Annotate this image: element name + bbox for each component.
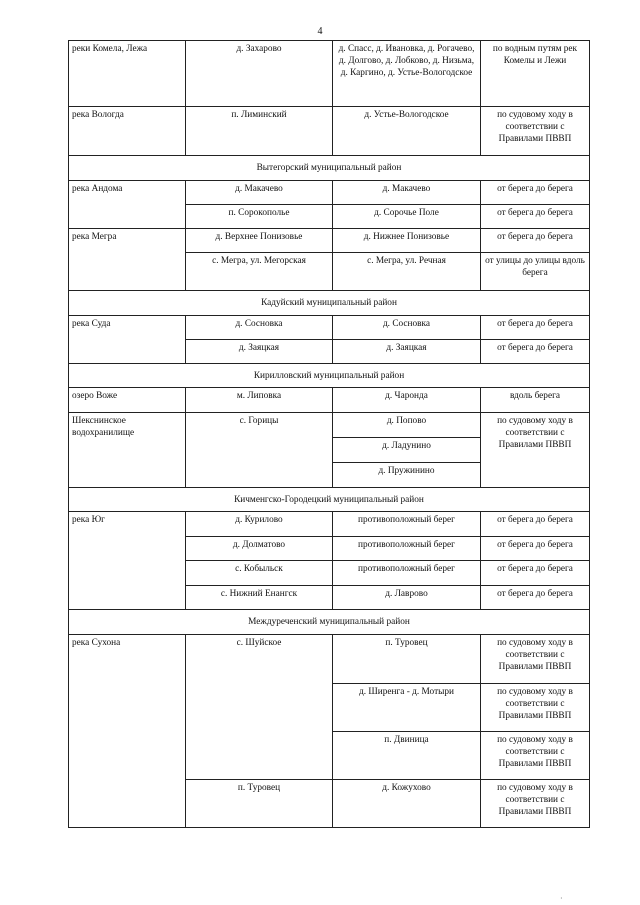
to-point-cell: д. Кожухово	[333, 780, 481, 828]
water-body-cell: река Суда	[69, 316, 186, 364]
to-point-cell: д. Попово	[333, 413, 481, 438]
to-point-cell: с. Мегра, ул. Речная	[333, 253, 481, 291]
route-cell: по судовому ходу в соответствии с Правилами ПВВП	[481, 635, 590, 684]
from-point-cell: д. Долматово	[186, 537, 333, 561]
route-cell: от берега до берега	[481, 316, 590, 340]
from-point-cell: п. Сорокополье	[186, 205, 333, 229]
route-cell: от берега до берега	[481, 512, 590, 537]
to-point-cell: д. Чаронда	[333, 388, 481, 413]
route-cell: от берега до берега	[481, 229, 590, 253]
route-cell: от берега до берега	[481, 586, 590, 610]
district-title: Кичменгско-Городецкий муниципальный район	[69, 488, 590, 512]
from-point-cell: с. Кобыльск	[186, 561, 333, 586]
route-cell: от берега до берега	[481, 181, 590, 205]
table-row	[69, 635, 590, 684]
to-point-cell: п. Двиница	[333, 732, 481, 780]
route-cell: по судовому ходу в соответствии с Правилами ПВВП	[481, 413, 590, 488]
route-cell: по судовому ходу в соответствии с Правилами ПВВП	[481, 780, 590, 828]
water-body-cell: река Юг	[69, 512, 186, 610]
route-cell: от берега до берега	[481, 340, 590, 364]
table-row	[69, 316, 590, 340]
table-row	[69, 107, 590, 156]
district-title: Кадуйский муниципальный район	[69, 291, 590, 316]
water-body-cell: озеро Воже	[69, 388, 186, 413]
to-point-cell: д. Пружинино	[333, 463, 481, 488]
from-point-cell: с. Нижний Енангск	[186, 586, 333, 610]
to-point-cell: д. Ширенга - д. Мотыри	[333, 684, 481, 732]
district-header-row	[69, 610, 590, 635]
to-point-cell: противоположный берег	[333, 561, 481, 586]
route-cell: от берега до берега	[481, 561, 590, 586]
scan-mark: ·	[560, 894, 563, 903]
from-point-cell: с. Шуйское	[186, 635, 333, 780]
from-point-cell: с. Горицы	[186, 413, 333, 488]
to-point-cell: д. Макачево	[333, 181, 481, 205]
from-point-cell: с. Мегра, ул. Мегорская	[186, 253, 333, 291]
route-cell: по судовому ходу в соответствии с Правилами ПВВП	[481, 732, 590, 780]
crossings-table-body	[69, 41, 590, 828]
to-point-cell: противоположный берег	[333, 537, 481, 561]
water-body-cell: река Сухона	[69, 635, 186, 828]
table-row	[69, 413, 590, 438]
district-header-row	[69, 156, 590, 181]
table-row	[69, 388, 590, 413]
crossings-table	[68, 40, 590, 828]
route-cell: от улицы до улицы вдоль берега	[481, 253, 590, 291]
water-body-cell: река Мегра	[69, 229, 186, 291]
from-point-cell: д. Курилово	[186, 512, 333, 537]
route-cell: от берега до берега	[481, 537, 590, 561]
to-point-cell: д. Устье-Вологодское	[333, 107, 481, 156]
district-header-row	[69, 291, 590, 316]
from-point-cell: д. Захарово	[186, 41, 333, 107]
to-point-cell: д. Спасс, д. Ивановка, д. Рогачево, д. Долгово, д. Лобково, д. Низьма, д. Каргино, д. Устье-Вологодское	[333, 41, 481, 107]
water-body-cell: реки Комела, Лежа	[69, 41, 186, 107]
from-point-cell: д. Заяцкая	[186, 340, 333, 364]
table-row	[69, 181, 590, 205]
to-point-cell: д. Сорочье Поле	[333, 205, 481, 229]
page-number: 4	[317, 26, 323, 37]
to-point-cell: д. Ладунино	[333, 438, 481, 463]
route-cell: по судовому ходу в соответствии с Правилами ПВВП	[481, 107, 590, 156]
table-row	[69, 229, 590, 253]
route-cell: по водным путям рек Комелы и Лежи	[481, 41, 590, 107]
district-title: Вытегорский муниципальный район	[69, 156, 590, 181]
from-point-cell: п. Лиминский	[186, 107, 333, 156]
route-cell: по судовому ходу в соответствии с Правилами ПВВП	[481, 684, 590, 732]
district-header-row	[69, 364, 590, 388]
from-point-cell: д. Верхнее Понизовье	[186, 229, 333, 253]
to-point-cell: д. Нижнее Понизовье	[333, 229, 481, 253]
to-point-cell: д. Сосновка	[333, 316, 481, 340]
from-point-cell: м. Липовка	[186, 388, 333, 413]
water-body-cell: Шекснинское водохранилище	[69, 413, 186, 488]
water-body-cell: река Андома	[69, 181, 186, 229]
from-point-cell: д. Сосновка	[186, 316, 333, 340]
from-point-cell: п. Туровец	[186, 780, 333, 828]
water-body-cell: река Вологда	[69, 107, 186, 156]
district-title: Кирилловский муниципальный район	[69, 364, 590, 388]
table-row	[69, 512, 590, 537]
route-cell: вдоль берега	[481, 388, 590, 413]
to-point-cell: д. Лаврово	[333, 586, 481, 610]
district-title: Междуреченский муниципальный район	[69, 610, 590, 635]
route-cell: от берега до берега	[481, 205, 590, 229]
to-point-cell: противоположный берег	[333, 512, 481, 537]
to-point-cell: д. Заяцкая	[333, 340, 481, 364]
district-header-row	[69, 488, 590, 512]
table-row	[69, 41, 590, 107]
from-point-cell: д. Макачево	[186, 181, 333, 205]
to-point-cell: п. Туровец	[333, 635, 481, 684]
